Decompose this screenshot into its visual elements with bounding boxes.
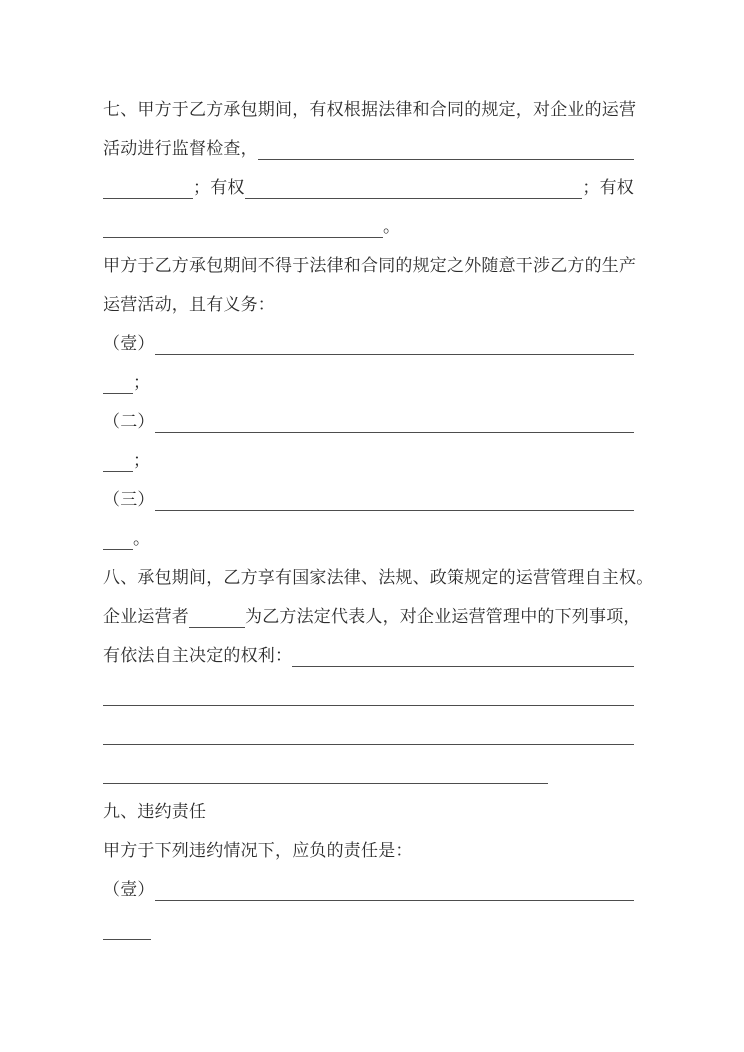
contract-text: ； [133, 373, 151, 392]
contract-text: （壹） [103, 334, 155, 353]
fill-in-blank-line [103, 783, 548, 784]
contract-text: （三） [103, 490, 155, 509]
contract-text: 企业运营者 [103, 607, 189, 626]
clause8-line2 [103, 593, 641, 632]
breach-item-1-cont [103, 905, 634, 944]
contract-text: 七、甲方于乙方承包期间，有权根据法律和合同的规定，对企业的运营 [103, 100, 637, 119]
obligation-item-2-cont [103, 437, 634, 476]
contract-text: 。 [383, 217, 401, 236]
contract-text: （二） [103, 412, 155, 431]
fill-in-blank-line [103, 705, 634, 706]
clause9-line1 [103, 827, 634, 866]
fill-in-blank-line [103, 744, 634, 745]
clause7-line4 [103, 203, 634, 242]
clause8-blank-line3 [103, 749, 634, 788]
fill-in-blank-line [155, 510, 634, 511]
contract-text: 八、承包期间，乙方享有国家法律、法规、政策规定的运营管理自主权。 [103, 568, 654, 587]
contract-text: 甲方于乙方承包期间不得于法律和合同的规定之外随意干涉乙方的生产 [103, 256, 637, 275]
fill-in-blank-line [292, 666, 634, 667]
contract-text: （壹） [103, 880, 155, 899]
fill-in-blank-line [155, 900, 634, 901]
fill-in-blank-line [103, 471, 133, 472]
fill-in-blank-line [103, 237, 383, 238]
contract-text: 活动进行监督检查， [103, 139, 258, 158]
clause7-line2 [103, 125, 634, 164]
contract-text: 。 [133, 529, 151, 548]
fill-in-blank-line [103, 939, 151, 940]
contract-text: 九、违约责任 [103, 802, 207, 821]
fill-in-blank-line [245, 198, 583, 199]
fill-in-blank-line [155, 432, 634, 433]
fill-in-blank-line [155, 354, 634, 355]
contract-text: ；有权 [582, 178, 634, 197]
contract-text: 有依法自主决定的权利： [103, 646, 293, 665]
clause8-line3 [103, 632, 634, 671]
clause7-line3 [103, 164, 634, 203]
breach-item-1 [103, 866, 634, 905]
clause7-line5 [103, 242, 637, 281]
obligation-item-1-cont [103, 359, 634, 398]
obligation-item-3 [103, 476, 634, 515]
fill-in-blank-line [103, 393, 133, 394]
contract-text: ；有权 [193, 178, 245, 197]
fill-in-blank-line [258, 159, 634, 160]
clause7-line6 [103, 281, 634, 320]
contract-text: 甲方于下列违约情况下，应负的责任是： [103, 841, 413, 860]
contract-text: 运营活动，且有义务： [103, 295, 275, 314]
contract-body [103, 86, 654, 944]
clause8-blank-line2 [103, 710, 634, 749]
clause8-blank-line1 [103, 671, 634, 710]
clause7-line1 [103, 86, 637, 125]
clause9-heading [103, 788, 634, 827]
contract-text: 为乙方法定代表人，对企业运营管理中的下列事项， [245, 607, 641, 626]
fill-in-blank-line [103, 198, 193, 199]
fill-in-blank-line [189, 627, 245, 628]
obligation-item-3-cont [103, 515, 634, 554]
contract-text: ； [133, 451, 151, 470]
obligation-item-1 [103, 320, 634, 359]
fill-in-blank-line [103, 549, 133, 550]
obligation-item-2 [103, 398, 634, 437]
clause8-line1 [103, 554, 654, 593]
